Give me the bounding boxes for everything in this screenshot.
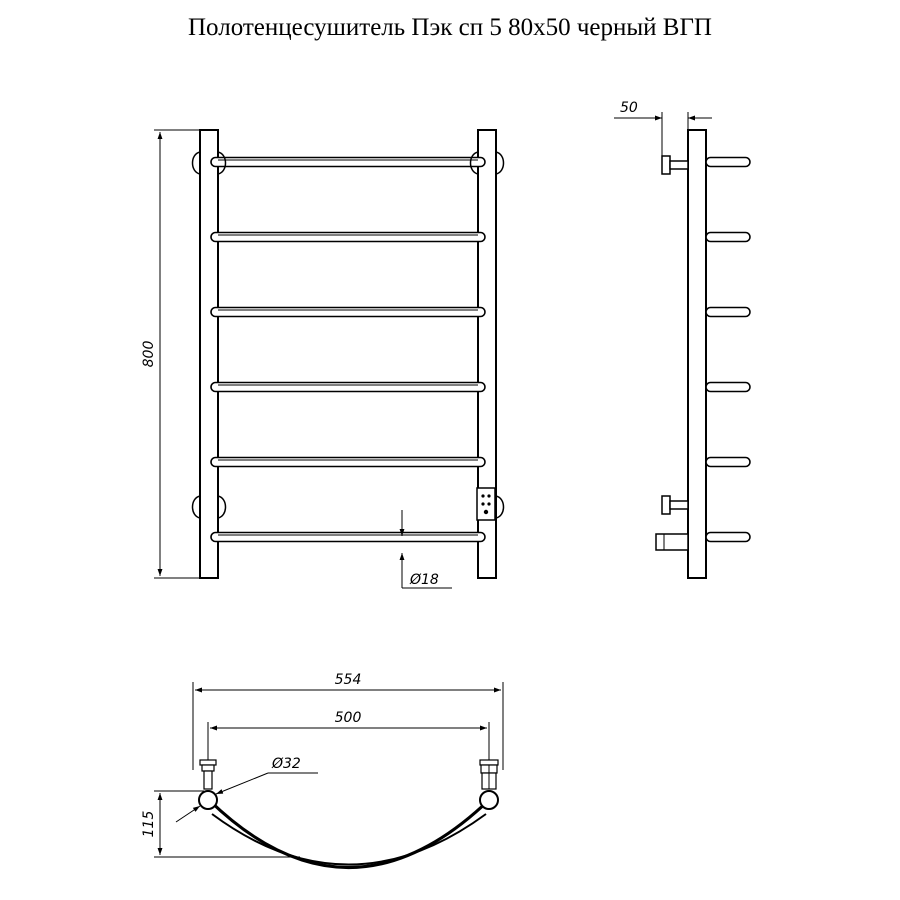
front-rung bbox=[211, 158, 485, 167]
front-rung bbox=[211, 533, 485, 542]
offset-label: 50 bbox=[620, 100, 638, 116]
left-stile bbox=[200, 130, 218, 578]
side-top-bracket bbox=[662, 156, 688, 174]
front-rung bbox=[211, 458, 485, 467]
pipe-diameter-label: Ø32 bbox=[272, 756, 301, 772]
side-rung bbox=[706, 458, 750, 467]
page-title: Полотенцесушитель Пэк сп 5 80х50 черный ВГП bbox=[188, 14, 712, 41]
front-rung bbox=[211, 308, 485, 317]
side-view bbox=[614, 100, 750, 578]
side-stile bbox=[688, 130, 706, 578]
front-rung bbox=[211, 383, 485, 392]
center-distance-label: 500 bbox=[334, 710, 362, 726]
depth-dimension bbox=[141, 791, 300, 857]
center-distance-dimension bbox=[208, 710, 489, 770]
top-view bbox=[141, 672, 503, 868]
side-rungs bbox=[706, 158, 750, 542]
front-rung bbox=[211, 233, 485, 242]
side-rung bbox=[706, 533, 750, 542]
rung-diameter-dimension bbox=[402, 510, 452, 588]
rung-diameter-label: Ø18 bbox=[410, 572, 439, 588]
side-rung bbox=[706, 383, 750, 392]
bottom-right-bracket bbox=[496, 496, 504, 518]
height-label: 800 bbox=[141, 340, 157, 368]
front-view bbox=[141, 130, 504, 588]
left-fitting bbox=[199, 760, 217, 809]
side-rung bbox=[706, 233, 750, 242]
overall-width-label: 554 bbox=[334, 672, 362, 688]
control-unit bbox=[477, 488, 495, 520]
pipe-diameter-dimension bbox=[176, 756, 318, 822]
side-control-unit bbox=[656, 534, 688, 550]
depth-label: 115 bbox=[141, 810, 157, 838]
side-bottom-bracket bbox=[662, 496, 688, 514]
front-rungs bbox=[211, 158, 485, 542]
height-dimension bbox=[141, 130, 206, 578]
side-rung bbox=[706, 308, 750, 317]
side-rung bbox=[706, 158, 750, 167]
right-fitting bbox=[480, 760, 498, 809]
offset-dimension bbox=[614, 100, 712, 156]
bottom-left-bracket bbox=[193, 496, 226, 518]
